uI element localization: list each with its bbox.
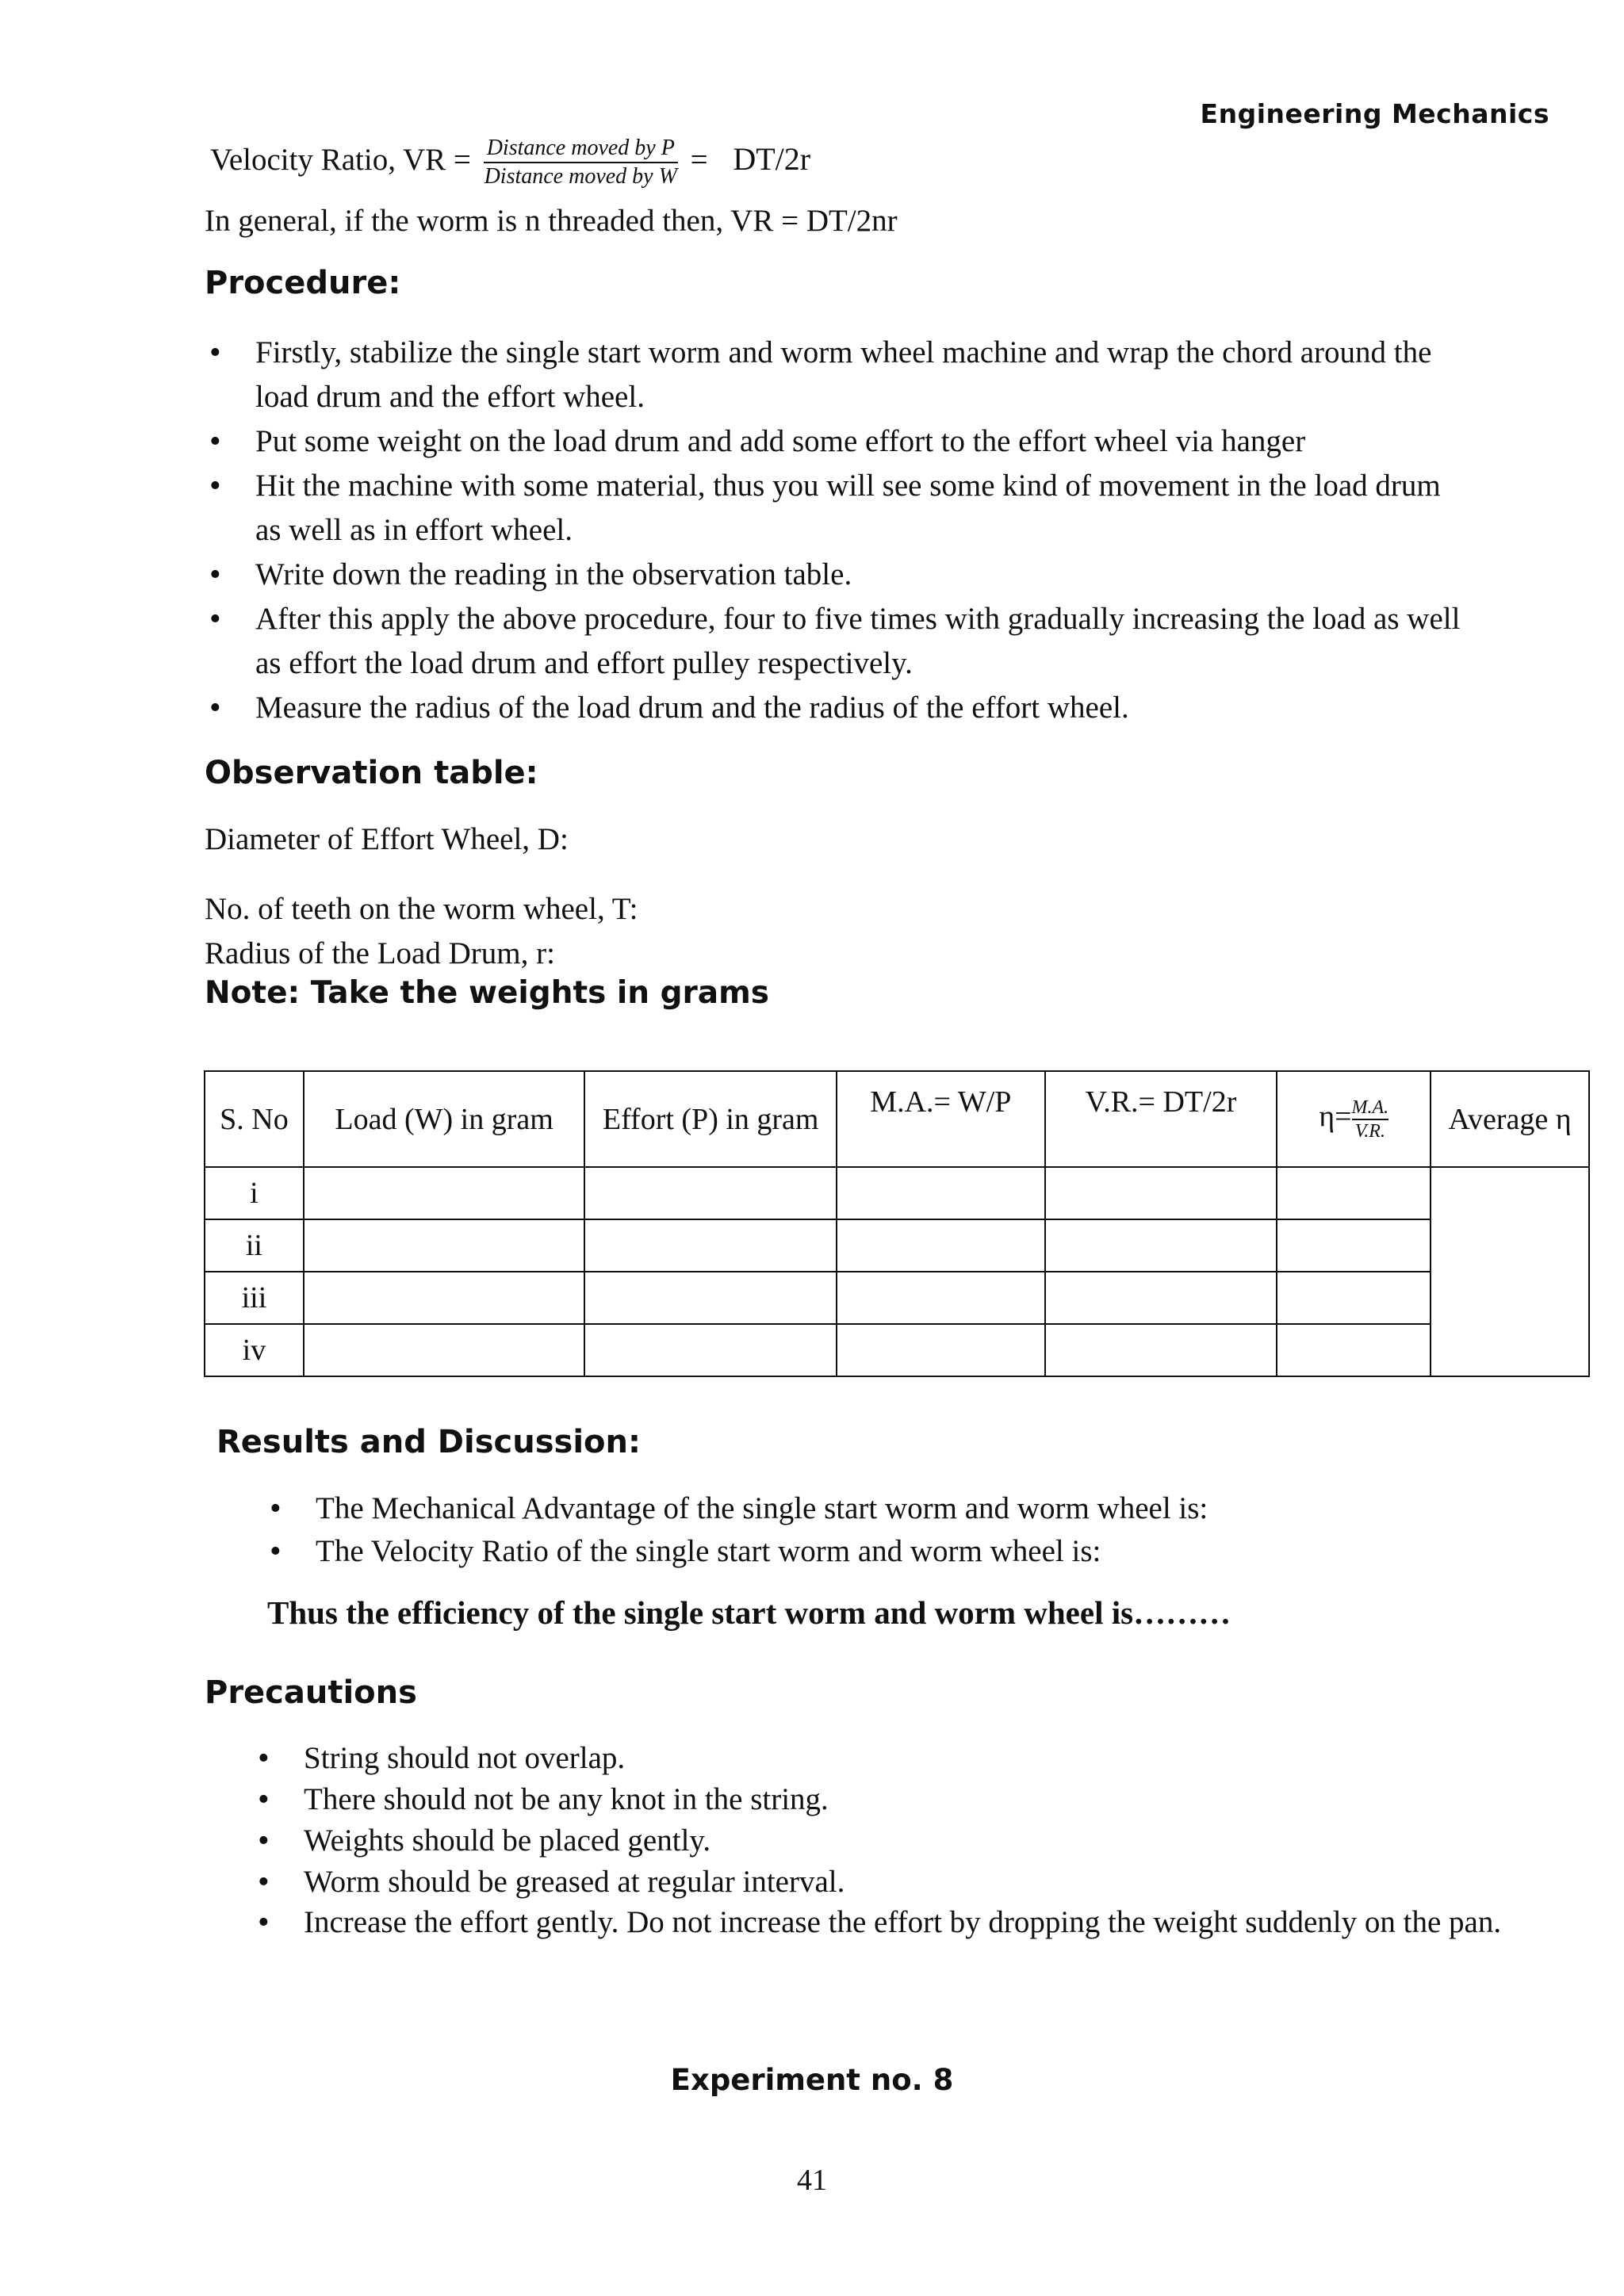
col-load: Load (W) in gram — [304, 1071, 585, 1167]
teeth-label: No. of teeth on the worm wheel, T: — [205, 892, 638, 926]
average-efficiency-cell[interactable] — [1431, 1167, 1589, 1376]
procedure-list — [255, 331, 1461, 730]
page-number: 41 — [797, 2164, 827, 2197]
general-formula: In general, if the worm is n threaded then, VR = DT/2nr — [205, 204, 898, 238]
experiment-number: Experiment no. 8 — [670, 2063, 954, 2097]
vr-cell[interactable] — [1045, 1272, 1277, 1324]
precautions-list — [304, 1738, 1565, 1985]
efficiency-cell[interactable] — [1277, 1324, 1431, 1376]
load-cell[interactable] — [304, 1167, 585, 1219]
precaution-item: • Weights should be placed gently. — [304, 1820, 1565, 1862]
effort-cell[interactable] — [584, 1324, 837, 1376]
row-number: ii — [205, 1219, 304, 1272]
radius-label: Radius of the Load Drum, r: — [205, 936, 555, 970]
col-sno: S. No — [205, 1071, 304, 1167]
table-row — [205, 1219, 1589, 1272]
load-cell[interactable] — [304, 1324, 585, 1376]
running-header: Engineering Mechanics — [1200, 98, 1549, 129]
efficiency-cell[interactable] — [1277, 1167, 1431, 1219]
results-list — [316, 1487, 1553, 1573]
col-vr: V.R.= DT/2r — [1045, 1071, 1277, 1167]
table-header-row — [205, 1071, 1589, 1167]
ma-cell[interactable] — [837, 1272, 1045, 1324]
table-row — [205, 1167, 1589, 1219]
results-item: • The Velocity Ratio of the single start worm and worm wheel is: — [316, 1530, 1553, 1573]
ma-cell[interactable] — [837, 1167, 1045, 1219]
procedure-item: • After this apply the above procedure, four to five times with gradually increasing the load as well as effort the load drum and effort pulley respectively. — [255, 597, 1461, 686]
observation-table — [204, 1070, 1590, 1377]
vr-numerator: Distance moved by P — [484, 135, 678, 163]
vr-label: Velocity Ratio, VR = — [210, 142, 471, 177]
vr-cell[interactable] — [1045, 1324, 1277, 1376]
results-heading: Results and Discussion: — [216, 1424, 641, 1460]
vr-cell[interactable] — [1045, 1167, 1277, 1219]
efficiency-conclusion: Thus the efficiency of the single start worm and worm wheel is……… — [267, 1594, 1231, 1631]
vr-equals: = — [690, 142, 708, 177]
vr-cell[interactable] — [1045, 1219, 1277, 1272]
precautions-heading: Precautions — [205, 1674, 417, 1711]
col-effort: Effort (P) in gram — [584, 1071, 837, 1167]
efficiency-cell[interactable] — [1277, 1219, 1431, 1272]
procedure-item: • Put some weight on the load drum and add some effort to the effort wheel via hanger — [255, 419, 1461, 464]
results-item: • The Mechanical Advantage of the single start worm and worm wheel is: — [316, 1487, 1553, 1530]
ma-cell[interactable] — [837, 1219, 1045, 1272]
effort-cell[interactable] — [584, 1167, 837, 1219]
ma-cell[interactable] — [837, 1324, 1045, 1376]
effort-cell[interactable] — [584, 1219, 837, 1272]
procedure-heading: Procedure: — [205, 265, 401, 301]
precaution-item: • Increase the effort gently. Do not increase the effort by dropping the weight suddenly on the pan. — [304, 1903, 1565, 1985]
observation-heading: Observation table: — [205, 755, 538, 791]
precaution-item: • String should not overlap. — [304, 1738, 1565, 1779]
efficiency-fraction: $\frac{M.A.}{V.R.}$ — [1351, 1096, 1389, 1142]
procedure-item: • Write down the reading in the observation table. — [255, 553, 1461, 597]
procedure-item: • Hit the machine with some material, thus you will see some kind of movement in the load drum as well as in effort wheel. — [255, 464, 1461, 553]
efficiency-cell[interactable] — [1277, 1272, 1431, 1324]
load-cell[interactable] — [304, 1219, 585, 1272]
col-ma: M.A.= W/P — [837, 1071, 1045, 1167]
table-row — [205, 1272, 1589, 1324]
diameter-label: Diameter of Effort Wheel, D: — [205, 822, 569, 856]
effort-cell[interactable] — [584, 1272, 837, 1324]
vr-denominator: Distance moved by W — [484, 164, 677, 189]
weights-note: Note: Take the weights in grams — [205, 975, 769, 1011]
row-number: iii — [205, 1272, 304, 1324]
vr-fraction — [484, 135, 678, 190]
row-number: iv — [205, 1324, 304, 1376]
col-efficiency: η= $\frac{M.A.}{V.R.}$ — [1277, 1071, 1431, 1167]
precaution-item: • There should not be any knot in the string. — [304, 1779, 1565, 1820]
precaution-item: • Worm should be greased at regular interval. — [304, 1862, 1565, 1903]
table-row — [205, 1324, 1589, 1376]
velocity-ratio-formula — [210, 135, 810, 190]
procedure-item: • Firstly, stabilize the single start worm and worm wheel machine and wrap the chord around the load drum and the effort wheel. — [255, 331, 1461, 419]
vr-result: DT/2r — [733, 140, 811, 177]
load-cell[interactable] — [304, 1272, 585, 1324]
col-average-efficiency: Average η — [1431, 1071, 1589, 1167]
row-number: i — [205, 1167, 304, 1219]
procedure-item: • Measure the radius of the load drum and the radius of the effort wheel. — [255, 686, 1461, 730]
